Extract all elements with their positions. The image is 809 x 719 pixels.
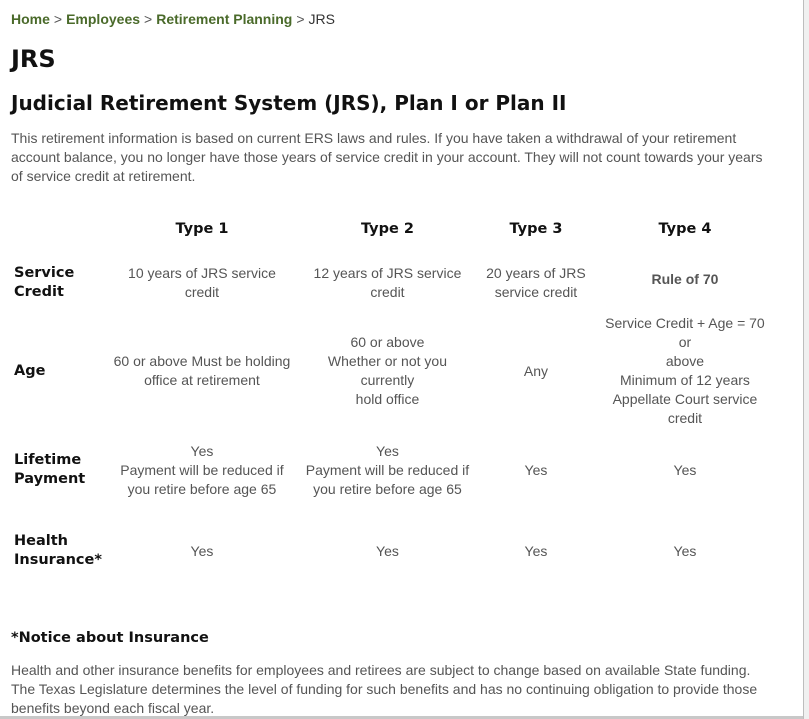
breadcrumb: [11, 10, 335, 28]
table-row-service-credit: [8, 254, 771, 312]
cell-health-insurance-type-1: Yes: [190, 542, 214, 559]
page-title: JRS: [11, 45, 56, 73]
window-right-border: [803, 0, 809, 719]
cell-age-type-3: Any: [523, 362, 549, 379]
column-header-type-1: Type 1: [175, 220, 229, 237]
table-row-lifetime-payment: [8, 430, 771, 510]
row-header-health-insurance: Health Insurance*: [14, 533, 102, 568]
cell-health-insurance-type-3: Yes: [524, 542, 548, 559]
breadcrumb-separator: >: [144, 11, 153, 27]
breadcrumb-link-home[interactable]: Home: [11, 11, 50, 27]
cell-lifetime-payment-type-3: Yes: [524, 461, 548, 478]
breadcrumb-link-retirement-planning[interactable]: Retirement Planning: [156, 11, 293, 27]
table-row-health-insurance: [8, 510, 771, 592]
cell-lifetime-payment-type-4: Yes: [673, 461, 697, 478]
insurance-notice-heading: *Notice about Insurance: [11, 630, 209, 646]
intro-paragraph: This retirement information is based on current ERS laws and rules. If you have taken a withdrawal of your retirement account balance, you no longer have those years of service credit in your account. They will not count towards your years of service credit at retirement.: [11, 130, 763, 184]
cell-age-type-4: Service Credit + Age = 70 or above Minimum of 12 years Appellate Court service credit: [605, 315, 765, 426]
insurance-notice-text: Health and other insurance benefits for employees and retirees are subject to change based on available State funding. The Texas Legislature determines the level of funding for such benefits and has no continuing obligation to provide those benefits beyond each fiscal year.: [11, 662, 758, 716]
cell-lifetime-payment-type-2: Yes Payment will be reduced if you retire before age 65: [305, 442, 470, 497]
table-row-age: [8, 312, 771, 430]
column-header-type-2: Type 2: [360, 220, 414, 237]
row-header-service-credit: Service Credit: [14, 265, 75, 300]
cell-age-type-1: 60 or above Must be holding office at retirement: [113, 353, 291, 388]
cell-service-credit-type-4: Rule of 70: [651, 271, 719, 287]
cell-health-insurance-type-4: Yes: [673, 542, 697, 559]
table-header-corner: [8, 204, 102, 254]
cell-service-credit-type-1: 10 years of JRS service credit: [128, 265, 276, 300]
cell-health-insurance-type-2: Yes: [376, 542, 399, 559]
row-header-lifetime-payment: Lifetime Payment: [14, 452, 86, 487]
table-header-row: [8, 204, 771, 254]
row-header-age: Age: [14, 362, 46, 379]
breadcrumb-link-employees[interactable]: Employees: [66, 11, 141, 27]
breadcrumb-separator: >: [296, 11, 305, 27]
section-title: Judicial Retirement System (JRS), Plan I or Plan II: [11, 91, 567, 115]
cell-age-type-2: 60 or above Whether or not you currently hold office: [327, 334, 447, 407]
cell-service-credit-type-3: 20 years of JRS service credit: [486, 265, 586, 300]
breadcrumb-separator: >: [53, 11, 63, 27]
breadcrumb-current: JRS: [308, 11, 335, 27]
retirement-eligibility-table: [8, 204, 771, 592]
cell-service-credit-type-2: 12 years of JRS service credit: [313, 265, 462, 300]
column-header-type-3: Type 3: [509, 220, 563, 237]
cell-lifetime-payment-type-1: Yes Payment will be reduced if you retire before age 65: [120, 442, 284, 497]
column-header-type-4: Type 4: [658, 220, 712, 237]
